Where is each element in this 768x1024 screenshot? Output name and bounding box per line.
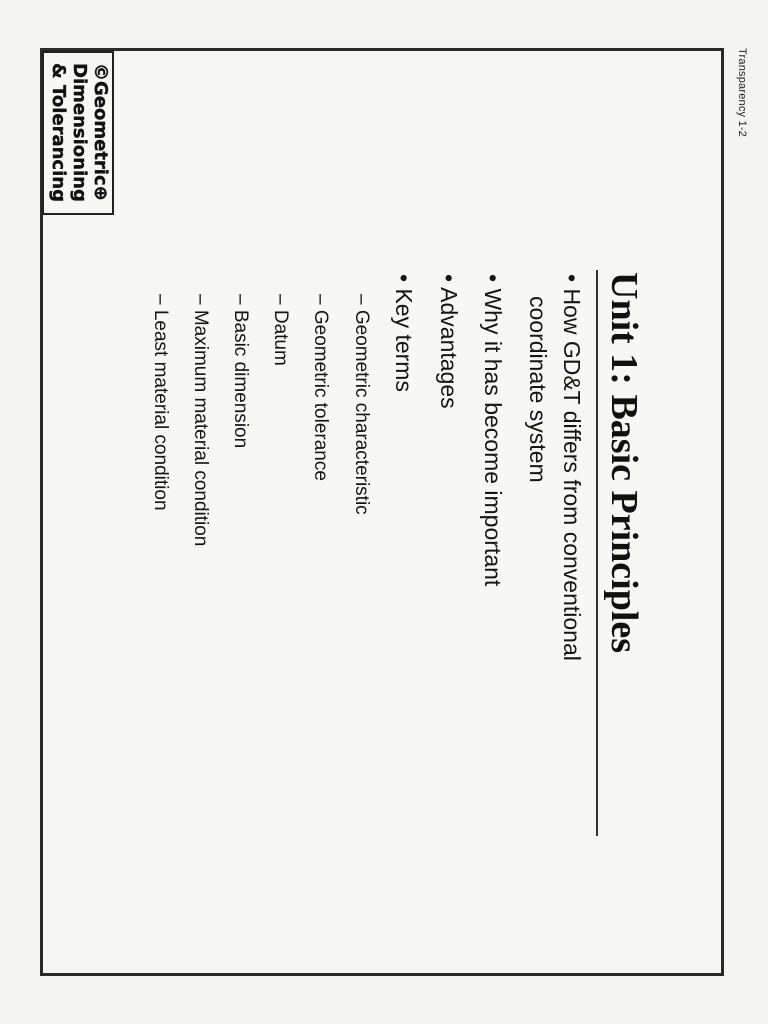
bullet-advantages: • Advantages bbox=[436, 274, 462, 409]
term-least-material-condition: – Least material condition bbox=[150, 294, 171, 511]
term-basic-dimension: – Basic dimension bbox=[230, 294, 251, 449]
term-geometric-tolerance: – Geometric tolerance bbox=[310, 294, 331, 481]
gdt-logo bbox=[42, 51, 114, 215]
term-maximum-material-condition: – Maximum material condition bbox=[190, 294, 211, 547]
term-geometric-characteristic: – Geometric characteristic bbox=[351, 294, 372, 515]
bullet-why-important: • Why it has become important bbox=[480, 274, 506, 587]
transparency-label: Transparency 1-2 bbox=[736, 48, 748, 137]
term-datum: – Datum bbox=[270, 294, 291, 366]
title-underline bbox=[596, 270, 598, 836]
bullet-gdt-differs-cont: coordinate system bbox=[525, 296, 551, 483]
logo-line-1: ©Geometric⊕ bbox=[90, 63, 111, 201]
page-title: Unit 1: Basic Principles bbox=[603, 272, 645, 654]
bullet-key-terms: • Key terms bbox=[391, 274, 417, 392]
logo-line-3: & Tolerancing bbox=[48, 63, 69, 202]
bullet-gdt-differs: • How GD&T differs from conventional bbox=[559, 274, 585, 661]
logo-line-2: Dimensioning bbox=[69, 63, 90, 202]
